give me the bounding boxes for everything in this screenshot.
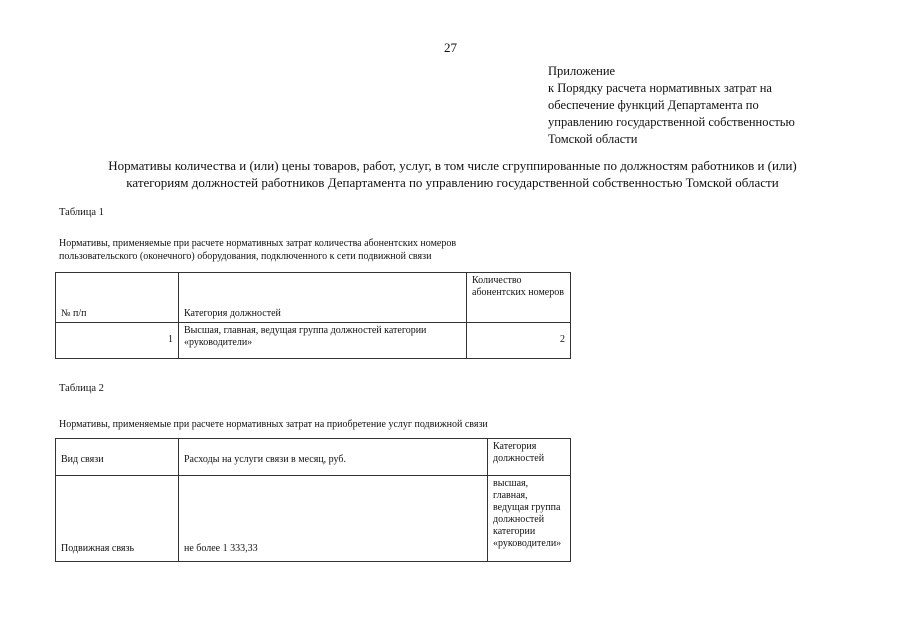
table-cell: высшая, главная, ведущая группа должностей категории «руководители» — [488, 476, 571, 562]
appendix-note — [548, 63, 795, 148]
caption-line: Нормативы, применяемые при расчете нормативных затрат количества абонентских номеров — [59, 238, 457, 249]
table2 — [55, 438, 571, 562]
table-header: Категория должностей — [179, 273, 467, 323]
table-header: Расходы на услуги связи в месяц, руб. — [179, 439, 488, 476]
table1 — [55, 272, 571, 359]
table-cell: 1 — [56, 323, 179, 359]
table2-caption: Нормативы, применяемые при расчете нормативных затрат на приобретение услуг подвижной связи — [59, 419, 488, 430]
document-title — [40, 157, 865, 191]
appendix-line: управлению государственной собственностью — [548, 115, 795, 129]
table-cell: Подвижная связь — [56, 476, 179, 562]
table-row — [56, 323, 571, 359]
table-cell: Высшая, главная, ведущая группа должностей категории «руководители» — [179, 323, 467, 359]
appendix-line: к Порядку расчета нормативных затрат на — [548, 81, 772, 95]
caption-line: пользовательского (оконечного) оборудования, подключенного к сети подвижной связи — [59, 251, 432, 262]
table-header: Категория должностей — [488, 439, 571, 476]
table-header: № п/п — [56, 273, 179, 323]
title-line: Нормативы количества и (или) цены товаров, работ, услуг, в том числе сгруппированные по должностям работников и (или) — [108, 158, 797, 173]
appendix-line: обеспечение функций Департамента по — [548, 98, 759, 112]
table-header: Вид связи — [56, 439, 179, 476]
title-line: категориям должностей работников Департамента по управлению государственной собственностью Томской области — [126, 175, 779, 190]
appendix-line: Приложение — [548, 64, 616, 78]
page-number: 27 — [444, 40, 457, 55]
table2-label: Таблица 2 — [59, 383, 104, 394]
table-cell: 2 — [467, 323, 571, 359]
table1-caption — [59, 237, 456, 263]
table-header: Количество абонентских номеров — [467, 273, 571, 323]
table-cell: не более 1 333,33 — [179, 476, 488, 562]
table1-label: Таблица 1 — [59, 207, 104, 218]
table-row — [56, 476, 571, 562]
appendix-line: Томской области — [548, 132, 638, 146]
